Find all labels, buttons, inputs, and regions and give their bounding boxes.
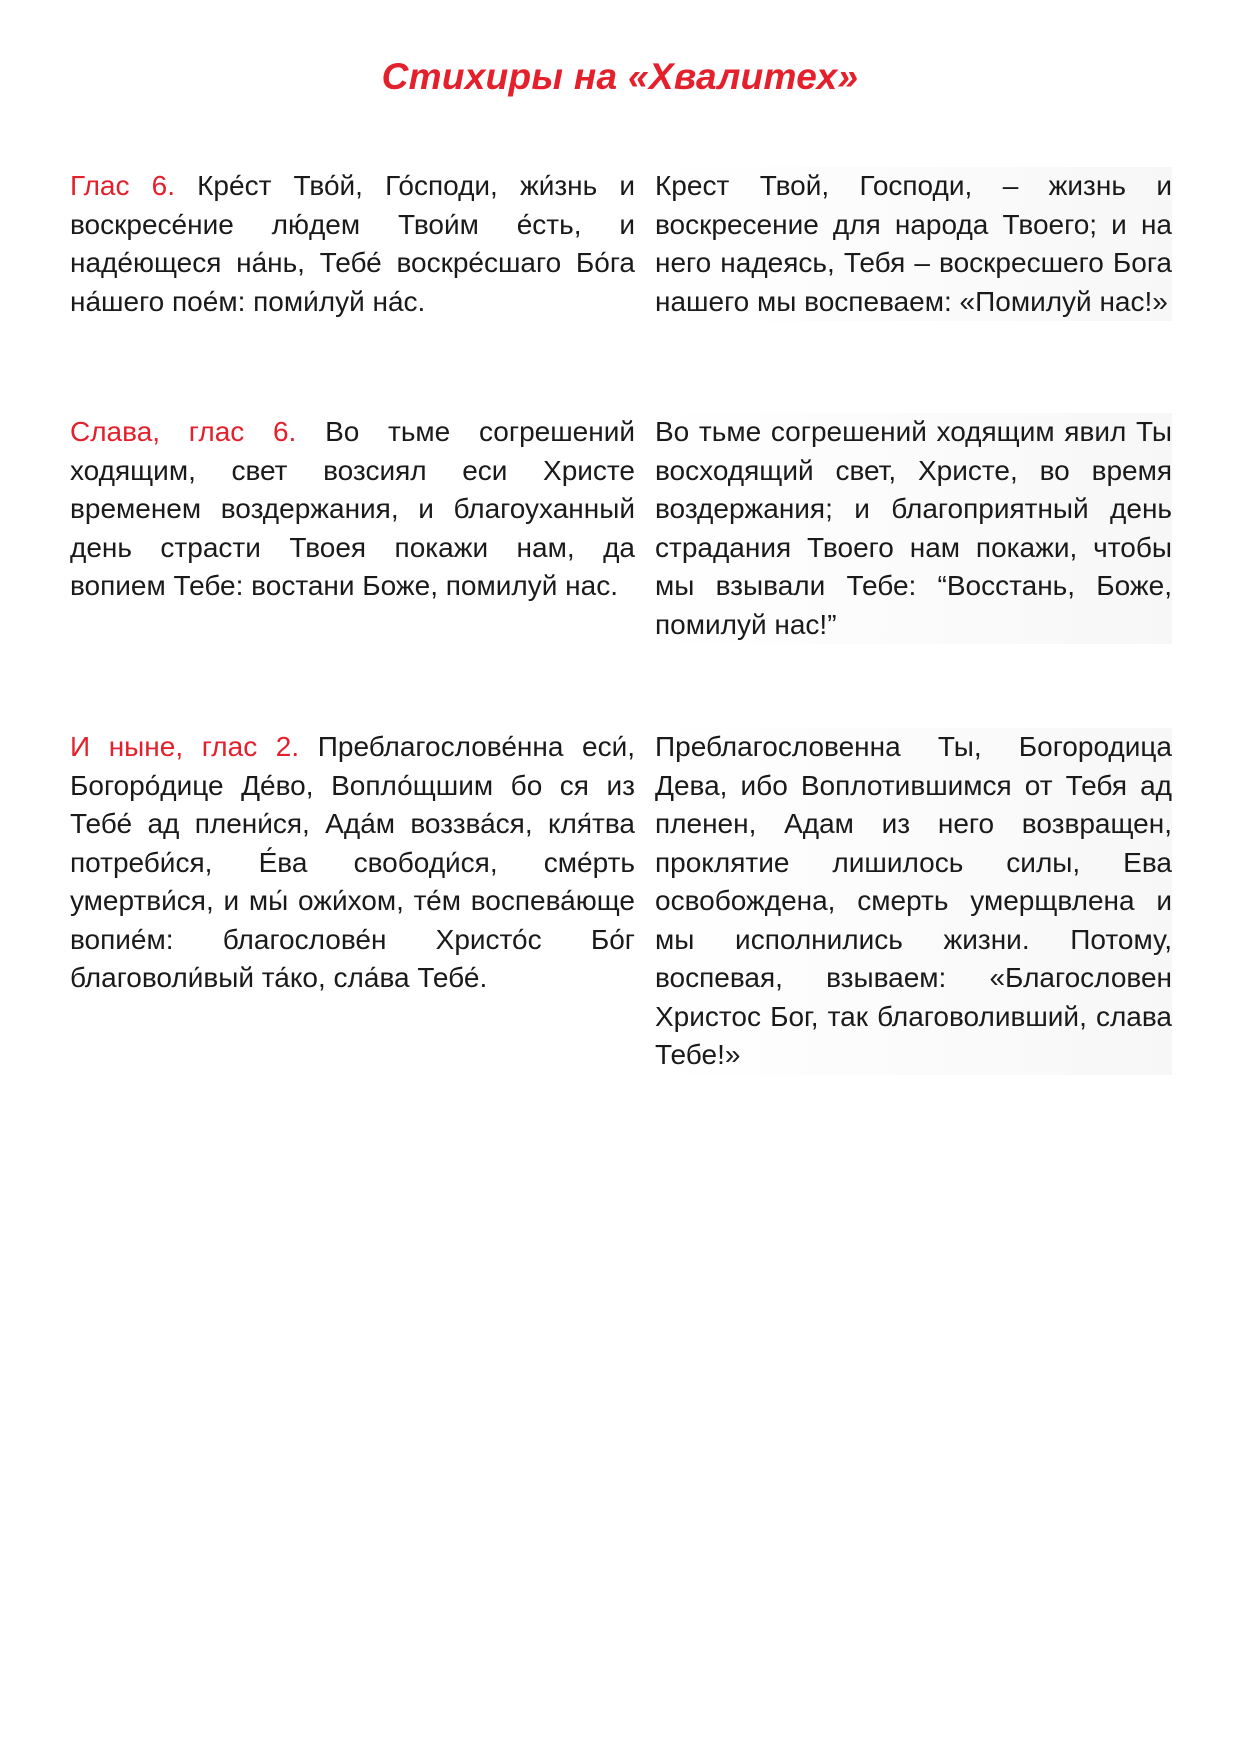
slavonic-body: Во тьме согрешений ходящим, свет возсиял еси Христе временем воздержания, и благоуханный день страсти Твоея покажи нам, да вопием Тебе: востани Боже, помилуй нас. bbox=[70, 416, 635, 601]
slavonic-body: Кре́ст Тво́й, Го́споди, жи́знь и воскресе́ние лю́дем Твои́м е́сть, и наде́ющеся на́нь, Тебе́ воскре́сшаго Бо́га на́шего пое́м: поми́луй на́с. bbox=[70, 170, 635, 317]
slavonic-text bbox=[70, 167, 635, 321]
stanza-i-nyne bbox=[70, 728, 1172, 1075]
stanza-marker: Глас 6. bbox=[70, 170, 175, 201]
stanza-slava bbox=[70, 413, 1172, 644]
stanza-marker: Слава, глас 6. bbox=[70, 416, 297, 447]
russian-translation: Во тьме согрешений ходящим явил Ты восходящий свет, Христе, во время воздержания; и благоприятный день страдания Твоего нам покажи, чтобы мы взывали Тебе: “Восстань, Боже, помилуй нас!” bbox=[655, 413, 1172, 644]
russian-translation: Крест Твой, Господи, – жизнь и воскресение для народа Твоего; и на него надеясь, Тебя – воскресшего Бога нашего мы воспеваем: «Помилуй нас!» bbox=[655, 167, 1172, 321]
page-title: Стихиры на «Хвалитех» bbox=[381, 56, 859, 97]
slavonic-text bbox=[70, 413, 635, 644]
slavonic-text bbox=[70, 728, 635, 1075]
stanza-glas-6 bbox=[70, 167, 1172, 321]
russian-translation: Преблагословенна Ты, Богородица Дева, ибо Воплотившимся от Тебя ад пленен, Адам из него возвращен, проклятие лишилось силы, Ева освобождена, смерть умерщвлена и мы исполнились жизни. Потому, воспевая, взываем: «Благословен Христос Бог, так благоволивший, слава Тебе!» bbox=[655, 728, 1172, 1075]
stanza-marker: И ныне, глас 2. bbox=[70, 731, 300, 762]
slavonic-body: Преблагослове́нна еси́, Богоро́дице Де́во, Вопло́щшим бо ся из Тебе́ ад плени́ся, Ада́м воззва́ся, кля́тва потреби́ся, Е́ва свободи́ся, сме́рть умертви́ся, и мы́ ожи́хом, те́м воспева́юще вопие́м: благослове́н Христо́с Бо́г благоволи́вый та́ко, сла́ва Тебе́. bbox=[70, 731, 635, 993]
